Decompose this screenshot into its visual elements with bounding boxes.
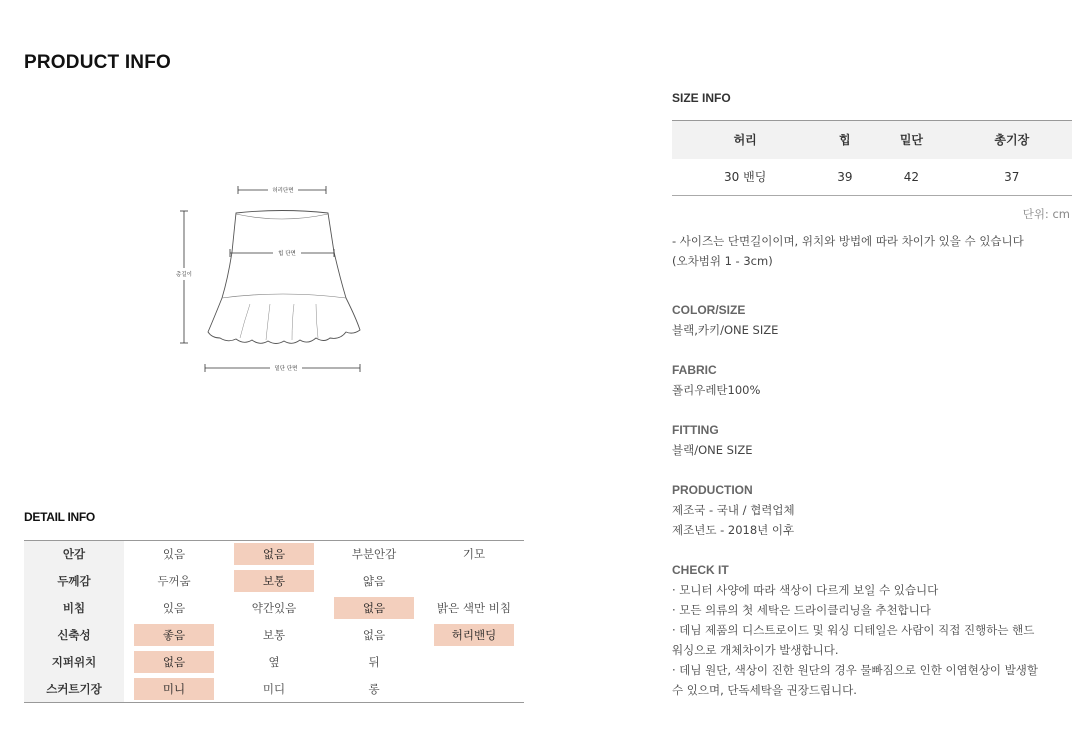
fabric-block <box>672 362 1077 400</box>
detail-option-cell <box>424 676 524 703</box>
fitting-value: 블랙/ONE SIZE <box>672 443 753 457</box>
length-label: 총길이 <box>176 272 192 278</box>
detail-option-selected: 허리밴딩 <box>434 624 514 646</box>
detail-option-cell <box>324 676 424 703</box>
check-it-line: 수 있으며, 단독세탁을 권장드립니다. <box>672 683 857 697</box>
detail-option-cell <box>224 541 324 568</box>
detail-option-cell <box>424 568 524 595</box>
detail-option: 있음 <box>162 547 186 562</box>
fabric-value: 폴리우레탄100% <box>672 383 761 397</box>
size-value-row <box>672 159 1072 196</box>
check-it-line: · 모든 의류의 첫 세탁은 드라이클리닝을 추천합니다 <box>672 603 931 617</box>
size-note <box>672 231 1072 271</box>
color-size-heading: COLOR/SIZE <box>672 303 746 317</box>
detail-option: 밝은 색만 비침 <box>437 601 511 615</box>
detail-option-cell <box>124 595 224 622</box>
detail-option: 약간있음 <box>251 601 297 615</box>
detail-option-cell <box>324 622 424 649</box>
fabric-heading: FABRIC <box>672 363 717 377</box>
detail-option-cell <box>224 676 324 703</box>
detail-row <box>24 676 524 703</box>
detail-option-cell <box>124 676 224 703</box>
detail-option <box>434 650 514 672</box>
detail-option-selected: 없음 <box>234 543 314 565</box>
size-header-hip: 힙 <box>818 121 871 159</box>
detail-option-selected: 없음 <box>334 597 414 619</box>
check-it-line: · 데님 제품의 디스트로이드 및 워싱 디테일은 사람이 직접 진행하는 핸드 <box>672 623 1035 637</box>
detail-row <box>24 595 524 622</box>
production-block <box>672 482 1077 540</box>
check-it-heading: CHECK IT <box>672 563 729 577</box>
waist-label: 허리단면 <box>272 188 294 194</box>
detail-option: 뒤 <box>368 655 380 669</box>
size-info-table <box>672 120 1072 196</box>
detail-option-cell <box>124 622 224 649</box>
production-heading: PRODUCTION <box>672 483 753 497</box>
size-value-waist: 30 밴딩 <box>724 170 767 185</box>
detail-option: 기모 <box>462 547 486 562</box>
detail-option-cell <box>124 541 224 568</box>
detail-option: 미디 <box>262 681 286 696</box>
detail-option: 옆 <box>268 655 280 669</box>
detail-option-cell <box>324 595 424 622</box>
size-value-hip: 39 <box>837 169 853 184</box>
detail-option-cell <box>224 649 324 676</box>
detail-option-cell <box>324 649 424 676</box>
detail-option-cell <box>224 622 324 649</box>
detail-option: 보통 <box>262 628 286 642</box>
size-note-line: - 사이즈는 단면길이이며, 위치와 방법에 따라 차이가 있을 수 있습니다 <box>672 234 1024 248</box>
detail-row-label: 두께감 <box>24 568 124 595</box>
detail-row-label: 안감 <box>24 541 124 568</box>
detail-row-label: 지퍼위치 <box>24 649 124 676</box>
fitting-heading: FITTING <box>672 423 719 437</box>
detail-option <box>434 676 514 698</box>
skirt-outline <box>208 211 360 344</box>
size-info-title: SIZE INFO <box>672 91 731 105</box>
size-header-hem: 밑단 <box>871 121 951 159</box>
size-unit: 단위: cm <box>1022 207 1070 221</box>
detail-option-selected: 미니 <box>134 678 214 700</box>
detail-row-label: 비침 <box>24 595 124 622</box>
skirt-measurement-diagram <box>170 180 380 380</box>
detail-option-selected: 보통 <box>234 570 314 592</box>
detail-row <box>24 649 524 676</box>
page-title: PRODUCT INFO <box>24 52 172 73</box>
detail-option: 얇음 <box>362 574 386 588</box>
check-it-line: 워싱으로 개체차이가 발생합니다. <box>672 643 839 657</box>
detail-option-cell <box>124 649 224 676</box>
detail-option-cell <box>124 568 224 595</box>
detail-option-cell <box>424 649 524 676</box>
hem-label: 밑단 단면 <box>274 366 298 372</box>
detail-row <box>24 541 524 568</box>
detail-row-label: 신축성 <box>24 622 124 649</box>
hip-label: 힙 단면 <box>278 251 296 257</box>
detail-option: 부분안감 <box>351 547 397 562</box>
detail-option-selected: 좋음 <box>134 624 214 646</box>
size-header-waist: 허리 <box>672 121 818 159</box>
detail-option-selected: 없음 <box>134 651 214 673</box>
size-header-length: 총기장 <box>952 121 1072 159</box>
size-header-row <box>672 121 1072 159</box>
size-value-hem: 42 <box>903 169 920 184</box>
detail-option: 롱 <box>368 681 380 696</box>
detail-option-cell <box>424 541 524 568</box>
detail-info-table <box>24 540 524 703</box>
detail-option <box>434 569 514 591</box>
check-it-line: · 데님 원단, 색상이 진한 원단의 경우 물빠짐으로 인한 이염현상이 발생할 <box>672 663 1039 677</box>
size-note-line: (오차범위 1 - 3cm) <box>672 254 773 268</box>
detail-row-label: 스커트기장 <box>24 676 124 703</box>
detail-row <box>24 568 524 595</box>
detail-option-cell <box>224 595 324 622</box>
fitting-block <box>672 422 1077 460</box>
size-value-length: 37 <box>1004 169 1020 184</box>
detail-option-cell <box>224 568 324 595</box>
detail-option-cell <box>424 622 524 649</box>
detail-option-cell <box>324 541 424 568</box>
detail-option: 없음 <box>362 628 386 642</box>
detail-option: 두꺼움 <box>157 574 191 588</box>
check-it-line: · 모니터 사양에 따라 색상이 다르게 보일 수 있습니다 <box>672 583 939 597</box>
detail-option: 있음 <box>162 601 186 615</box>
detail-info-title: DETAIL INFO <box>24 510 95 524</box>
check-it-block <box>672 562 1077 700</box>
detail-option-cell <box>324 568 424 595</box>
color-size-value: 블랙,카키/ONE SIZE <box>672 323 779 337</box>
detail-option-cell <box>424 595 524 622</box>
color-size-block <box>672 302 1077 340</box>
production-line: 제조국 - 국내 / 협력업체 <box>672 503 795 517</box>
production-line: 제조년도 - 2018년 이후 <box>672 523 795 537</box>
detail-row <box>24 622 524 649</box>
